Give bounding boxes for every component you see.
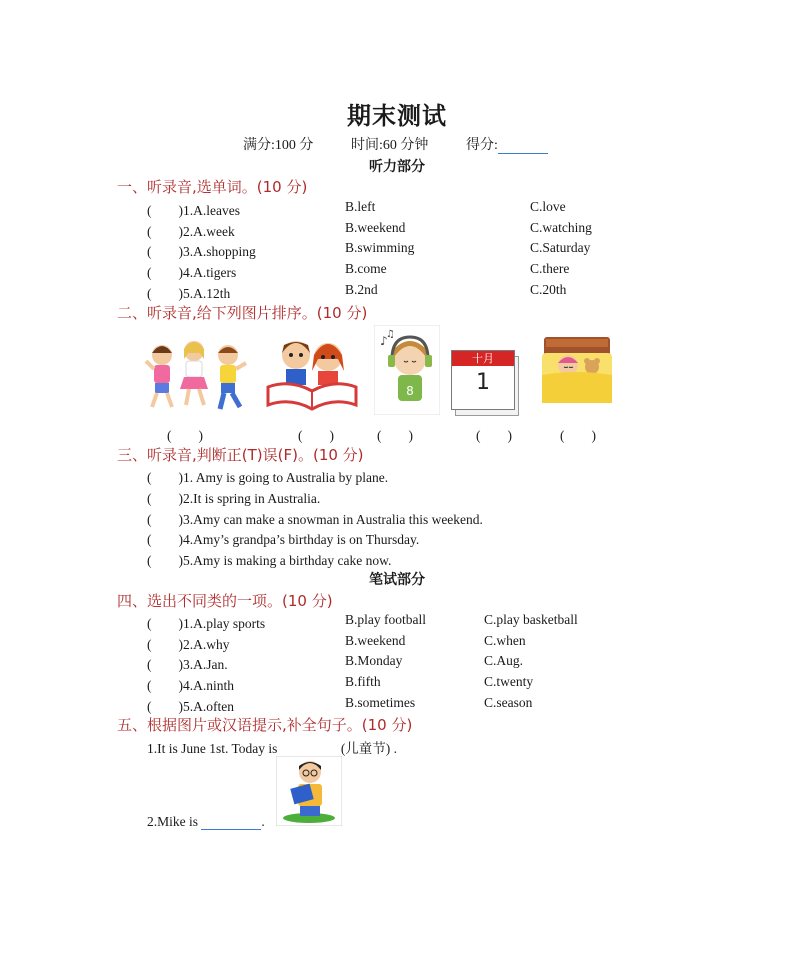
list-item: ( )2.It is spring in Australia. <box>147 491 321 506</box>
children-running-image <box>144 325 250 415</box>
full-marks: 满分:100 分 <box>243 138 314 153</box>
list-item: ( )1.A.play sports B.play football C.play basketball <box>147 612 578 631</box>
order-blank-3[interactable]: ( ) <box>377 428 413 443</box>
order-blank-5[interactable]: ( ) <box>560 428 596 443</box>
order-blank-2[interactable]: ( ) <box>298 428 334 443</box>
calendar-day: 1 <box>476 370 490 395</box>
svg-text:♪: ♪ <box>380 334 388 348</box>
score-label <box>466 134 548 154</box>
list-item: ( )4.Amy’s grandpa’s birthday is on Thursday. <box>147 532 420 547</box>
answer-blank-2[interactable] <box>201 815 261 830</box>
score-text: 得分: <box>466 138 498 153</box>
list-item: ( )3.Amy can make a snowman in Australia this weekend. <box>147 512 483 527</box>
section-5-heading: 五、根据图片或汉语提示,补全句子。(10 分) <box>117 716 413 734</box>
time-limit: 时间:60 分钟 <box>351 138 429 153</box>
children-reading-image <box>264 325 360 415</box>
girl-listening-music-image <box>374 325 440 415</box>
page-title: 期末测试 <box>347 104 447 130</box>
score-blank[interactable] <box>498 139 548 154</box>
section-2-heading: 二、听录音,给下列图片排序。(10 分) <box>117 304 368 322</box>
list-item: ( )4.A.ninth B.fifth C.twenty <box>147 674 534 693</box>
list-item: ( )1. Amy is going to Australia by plane. <box>147 470 389 485</box>
list-item: ( )1.A.leaves B.left C.love <box>147 199 566 218</box>
boy-reading-image <box>276 756 342 826</box>
writing-part-label: 笔试部分 <box>369 573 425 588</box>
svg-text:♫: ♫ <box>386 329 395 340</box>
list-item: ( )2.A.why B.weekend C.when <box>147 633 526 652</box>
list-item: ( )5.Amy is making a birthday cake now. <box>147 553 392 568</box>
list-item: ( )3.A.Jan. B.Monday C.Aug. <box>147 653 524 672</box>
svg-text:8: 8 <box>406 384 414 398</box>
answer-blank-1[interactable] <box>281 742 341 757</box>
list-item: ( )4.A.tigers B.come C.there <box>147 261 570 280</box>
calendar-month: 十月 <box>452 351 514 366</box>
child-sleeping-image <box>538 325 616 415</box>
sentence-2: 2.Mike is . <box>147 814 265 829</box>
order-blank-1[interactable]: ( ) <box>167 428 203 443</box>
list-item: ( )5.A.12th B.2nd C.20th <box>147 282 567 301</box>
section-4-heading: 四、选出不同类的一项。(10 分) <box>117 592 333 610</box>
section-3-heading: 三、听录音,判断正(T)误(F)。(10 分) <box>117 446 364 464</box>
order-blank-4[interactable]: ( ) <box>476 428 512 443</box>
section-1-heading: 一、听录音,选单词。(10 分) <box>117 178 308 196</box>
list-item: ( )3.A.shopping B.swimming C.Saturday <box>147 240 591 259</box>
sentence-1: 1.It is June 1st. Today is (儿童节) . <box>147 741 398 756</box>
calendar-image <box>451 350 519 414</box>
list-item: ( )5.A.often B.sometimes C.season <box>147 695 533 714</box>
list-item: ( )2.A.week B.weekend C.watching <box>147 220 592 239</box>
listening-part-label: 听力部分 <box>369 160 425 175</box>
